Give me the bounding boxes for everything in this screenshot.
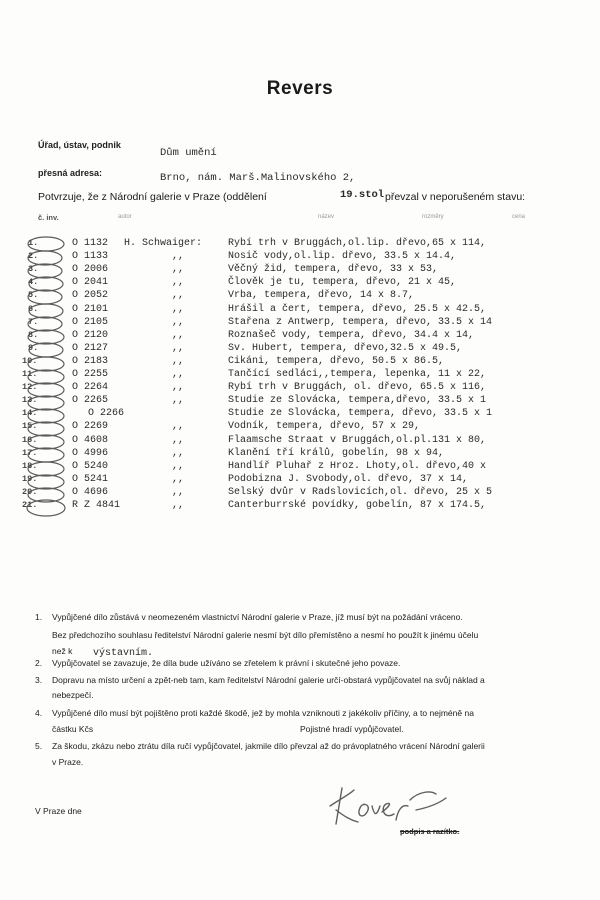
item-description: Cikáni, tempera, dřevo, 50.5 x 86.5,: [228, 355, 445, 367]
item-number: 14.: [22, 408, 38, 419]
item-number: 21.: [22, 500, 38, 510]
item-number: 8.: [28, 329, 39, 340]
note-4-number: 4.: [35, 708, 43, 718]
item-row: [0, 343, 600, 356]
note-5-line-2: v Praze.: [52, 757, 84, 767]
item-row: [0, 395, 600, 408]
note-1-number: 1.: [35, 612, 43, 622]
item-number: 11.: [22, 369, 38, 379]
item-author-ditto: ,,: [172, 316, 185, 328]
item-description: Podobizna J. Svobody,ol. dřevo, 37 x 14,: [228, 473, 469, 485]
item-inventory-number: O 5241: [72, 473, 109, 485]
item-row: [0, 356, 600, 369]
item-number: 6.: [28, 303, 39, 314]
item-inventory-number: R Z 4841: [72, 500, 121, 511]
item-inventory-number: O 2052: [72, 290, 109, 302]
item-description: Vrba, tempera, dřevo, 14 x 8.7,: [228, 290, 415, 302]
institution-value: Dům umění: [160, 147, 217, 159]
item-inventory-number: O 2255: [72, 369, 109, 380]
item-inventory-number: O 1132: [72, 238, 109, 249]
item-row: [0, 461, 600, 474]
item-description: Nosič vody,ol.lip. dřevo, 33.5 x 14.4,: [228, 251, 457, 263]
note-2-line-1: Vypůjčovatel se zavazuje, že díla bude užíváno se zřetelem k právní i skutečné jeho povaze.: [52, 658, 401, 668]
note-4-line-1: Vypůjčené dílo musí být pojištěno proti každé škodě, jež by mohla vzniknouti z jakékoliv příčiny, a to nejméně na: [52, 708, 474, 718]
item-inventory-number: O 2105: [72, 316, 109, 328]
item-description: Sv. Hubert, tempera, dřevo,32.5 x 49.5,: [228, 342, 463, 354]
note-1-line-3: než k: [52, 646, 73, 656]
item-number: 15.: [22, 421, 38, 432]
item-number: 16.: [22, 434, 38, 445]
column-size-header: rozměry: [422, 214, 444, 220]
confirm-prefix: Potvrzuje, že z Národní galerie v Praze (oddělení: [38, 191, 267, 203]
item-number: 10.: [22, 355, 38, 366]
note-5-number: 5.: [35, 741, 43, 751]
item-inventory-number: O 4996: [72, 447, 109, 459]
item-description: Člověk je tu, tempera, dřevo, 21 x 45,: [228, 277, 457, 289]
item-row: [0, 474, 600, 487]
item-number: 7.: [28, 316, 39, 327]
item-author-ditto: ,,: [172, 369, 185, 380]
note-1-line-2: Bez předchozího souhlasu ředitelství Národní galerie nesmí být dílo přemístěno a nesmí ho použít k jinému účelu: [52, 630, 479, 640]
item-row: [0, 382, 600, 395]
note-1-line-1: Vypůjčené dílo zůstává v neomezeném vlastnictví Národní galerie v Praze, jíž musí být na požádání vráceno.: [52, 612, 463, 622]
item-inventory-number: O 1133: [72, 251, 109, 263]
item-number: 9.: [28, 342, 39, 353]
item-row: [0, 330, 600, 343]
document-title: Revers: [266, 78, 334, 99]
item-row: [0, 369, 600, 382]
column-author-header: autor: [118, 214, 132, 220]
item-inventory-number: O 5240: [72, 460, 109, 472]
item-number: 4.: [28, 277, 39, 288]
address-value: Brno, nám. Marš.Malinovského 2,: [160, 172, 356, 184]
confirm-suffix: převzal v neporušeném stavu:: [385, 191, 526, 203]
item-row: [0, 317, 600, 330]
item-inventory-number: O 2120: [72, 329, 109, 341]
item-description: Flaamsche Straat v Bruggách,ol.pl.131 x 80,: [228, 434, 487, 446]
item-row: [0, 251, 600, 264]
typed-purpose: výstavním.: [93, 648, 154, 659]
item-author-ditto: ,,: [172, 395, 185, 407]
item-number: 1.: [28, 238, 39, 248]
item-author-ditto: ,,: [172, 355, 185, 367]
item-row: [0, 408, 600, 421]
item-number: 19.: [22, 473, 38, 484]
item-author-ditto: ,,: [172, 447, 185, 459]
item-description: Věčný žid, tempera, dřevo, 33 x 53,: [228, 264, 439, 276]
signature-label: podpis a razítko.: [400, 827, 460, 836]
insurance-note: Pojistné hradí vypůjčovatel.: [300, 724, 404, 734]
item-description: Canterburrské povídky, gobelín, 87 x 174.5,: [228, 500, 487, 511]
item-description: Rybí trh v Bruggách,ol.lip. dřevo,65 x 114,: [228, 238, 487, 249]
item-row: [0, 304, 600, 317]
note-4-line-2: částku Kčs: [52, 724, 94, 734]
item-author-ditto: ,,: [172, 473, 185, 485]
item-inventory-number: O 2183: [72, 355, 109, 367]
item-inventory-number: O 2127: [72, 342, 109, 354]
note-3-line-2: nebezpečí.: [52, 690, 94, 700]
item-inventory-number: O 2266: [88, 408, 125, 420]
item-author-ditto: ,,: [172, 303, 185, 315]
item-number: 20.: [22, 486, 38, 497]
department-value: 19.stol: [340, 189, 385, 201]
item-row: [0, 487, 600, 500]
place-date-label: V Praze dne: [35, 806, 82, 816]
item-number: 3.: [28, 264, 39, 275]
item-row: [0, 448, 600, 461]
item-number: 5.: [28, 290, 39, 301]
item-row: [0, 500, 600, 513]
item-description: Studie ze Slovácka, tempera,dřevo, 33.5 x 1: [228, 395, 487, 407]
item-number: 17.: [22, 447, 38, 458]
note-3-number: 3.: [35, 675, 43, 685]
item-author-ditto: ,,: [172, 434, 185, 446]
item-inventory-number: O 2101: [72, 303, 109, 315]
item-author-ditto: ,,: [172, 486, 185, 498]
column-misc-header: cena: [512, 214, 526, 220]
item-description: Rybí trh v Bruggách, ol. dřevo, 65.5 x 116,: [228, 382, 487, 394]
item-inventory-number: O 2269: [72, 421, 109, 433]
item-author-ditto: ,,: [172, 382, 185, 394]
item-number: 13.: [22, 395, 38, 406]
item-description: Hrášil a čert, tempera, dřevo, 25.5 x 42.5,: [228, 303, 487, 315]
column-inv-header: č. inv.: [38, 213, 59, 222]
item-description: Selský dvůr v Radslovicích,ol. dřevo, 25 x 5: [228, 486, 493, 498]
item-author-ditto: ,,: [172, 277, 185, 289]
item-author-ditto: ,,: [172, 251, 185, 263]
item-inventory-number: O 4696: [72, 486, 109, 498]
item-author-ditto: ,,: [172, 500, 185, 511]
item-row: [0, 277, 600, 290]
item-inventory-number: O 2264: [72, 382, 109, 394]
item-description: Vodník, tempera, dřevo, 57 x 29,: [228, 421, 421, 433]
item-row: [0, 238, 600, 251]
address-label: přesná adresa:: [38, 168, 103, 178]
item-number: 12.: [22, 382, 38, 393]
note-5-line-1: Za škodu, zkázu nebo ztrátu díla ručí vypůjčovatel, jakmile dílo převzal až do právoplatného vrácení Národní galerii: [52, 741, 485, 751]
item-description: Tančící sedláci,,tempera, lepenka, 11 x 22,: [228, 369, 487, 380]
note-3-line-1: Dopravu na místo určení a zpět-neb tam, kam ředitelství Národní galerie určí-obstará vypůjčovatel na svůj náklad a: [52, 675, 485, 685]
item-description: Studie ze Slovácka, tempera, dřevo, 33.5 x 1: [228, 408, 493, 420]
item-inventory-number: O 2041: [72, 277, 109, 289]
note-2-number: 2.: [35, 658, 43, 668]
item-inventory-number: O 2265: [72, 395, 109, 407]
item-description: Klanění tří králů, gobelín, 98 x 94,: [228, 447, 445, 459]
item-description: Handlíř Pluhař z Hroz. Lhoty,ol. dřevo,40 x: [228, 460, 487, 472]
item-author-ditto: ,,: [172, 329, 185, 341]
item-description: Roznašeč vody, tempera, dřevo, 34.4 x 14,: [228, 329, 475, 341]
item-number: 18.: [22, 460, 38, 471]
item-row: [0, 264, 600, 277]
item-row: [0, 290, 600, 303]
item-author-ditto: ,,: [172, 342, 185, 354]
institution-label: Úřad, ústav, podnik: [38, 140, 121, 150]
item-row: [0, 435, 600, 448]
item-row: [0, 421, 600, 434]
item-author-ditto: ,,: [172, 290, 185, 302]
item-author-ditto: ,,: [172, 421, 185, 433]
column-name-header: název: [318, 214, 335, 220]
item-author-ditto: ,,: [172, 264, 185, 276]
item-inventory-number: O 2006: [72, 264, 109, 276]
item-inventory-number: O 4608: [72, 434, 109, 446]
item-author-ditto: ,,: [172, 460, 185, 472]
item-author: H. Schwaiger:: [124, 238, 203, 249]
item-description: Stařena z Antwerp, tempera, dřevo, 33.5 x 14: [228, 316, 493, 328]
item-number: 2.: [28, 251, 39, 262]
